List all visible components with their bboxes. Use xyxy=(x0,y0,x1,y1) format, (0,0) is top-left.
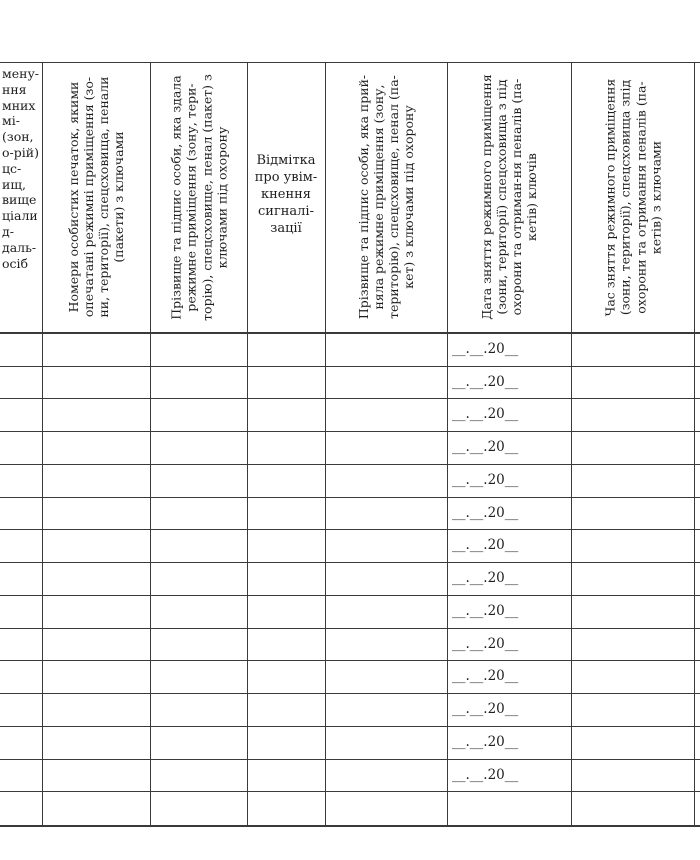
header-line: охорони та отриман-ня пеналів (па- xyxy=(509,78,524,316)
column-header-cropped xyxy=(2,66,42,271)
column-header-removal-date xyxy=(447,62,571,332)
date-cell[interactable]: __.__.20__ xyxy=(452,341,519,357)
column-header-handed-over-by xyxy=(150,62,247,332)
header-line: даль- xyxy=(2,239,37,255)
header-line: охорони та отримання пеналів (па- xyxy=(632,80,648,314)
header-line: д- xyxy=(2,223,14,239)
header-line: сигналі- xyxy=(258,204,314,219)
header-line: (зони, території), спецсховища зпід xyxy=(617,79,633,315)
header-line: Прізвище та підпис особи, яка здала xyxy=(168,74,184,320)
date-cell[interactable]: __.__.20__ xyxy=(452,570,519,586)
row-divider xyxy=(0,791,700,792)
header-line: Прізвище та підпис особи, яка прий- xyxy=(355,74,371,320)
header-line: о-рій) xyxy=(2,144,39,160)
header-line: про увім- xyxy=(254,170,318,185)
header-line: кнення xyxy=(260,187,311,202)
row-divider xyxy=(0,726,700,727)
row-divider xyxy=(0,529,700,530)
header-line: опечатані режимні приміщення (зо- xyxy=(80,76,96,318)
header-line: мних xyxy=(2,97,36,113)
header-line: няла режимне приміщення (зону, xyxy=(370,84,386,310)
header-line: кет) з ключами під охорону xyxy=(401,105,417,289)
header-line: торію), спецсховище, пенал (пакет) з xyxy=(198,73,214,321)
date-cell[interactable]: __.__.20__ xyxy=(452,406,519,422)
header-line: кетів) з ключами xyxy=(647,140,663,254)
date-cell[interactable]: __.__.20__ xyxy=(452,668,519,684)
header-line: кетів) ключів xyxy=(524,153,540,241)
row-divider xyxy=(0,660,700,661)
date-cell[interactable]: __.__.20__ xyxy=(452,636,519,652)
date-cell[interactable]: __.__.20__ xyxy=(452,767,519,783)
header-line: осіб xyxy=(2,255,29,271)
row-divider xyxy=(0,759,700,760)
row-divider xyxy=(0,497,700,498)
date-cell[interactable]: __.__.20__ xyxy=(452,603,519,619)
header-line: мі- xyxy=(2,113,20,129)
header-line: ння xyxy=(2,81,27,97)
header-line: зації xyxy=(270,221,302,236)
header-line: вище xyxy=(2,192,37,208)
row-divider xyxy=(0,464,700,465)
row-divider xyxy=(0,398,700,399)
date-cell[interactable]: __.__.20__ xyxy=(452,537,519,553)
header-line: (зон, xyxy=(2,129,34,145)
row-divider xyxy=(0,431,700,432)
date-cell[interactable]: __.__.20__ xyxy=(452,374,519,390)
header-line: ищ, xyxy=(2,176,26,192)
column-header-seal-numbers xyxy=(42,62,150,332)
header-line: ключами під охорону xyxy=(213,126,229,268)
column-header-accepted-by xyxy=(325,62,447,332)
column-header-removal-time xyxy=(571,62,694,332)
header-line: (пакети) з ключами xyxy=(111,131,127,263)
table-bottom-border xyxy=(0,825,700,827)
header-line: Відмітка xyxy=(256,153,316,168)
date-cell[interactable]: __.__.20__ xyxy=(452,734,519,750)
date-cell[interactable]: __.__.20__ xyxy=(452,505,519,521)
row-divider xyxy=(0,693,700,694)
header-line: територію), спецсховище, пенал (па- xyxy=(386,75,401,319)
header-line: Час зняття режимного приміщення xyxy=(602,78,618,316)
row-divider xyxy=(0,628,700,629)
header-line: мену- xyxy=(2,66,40,81)
row-divider xyxy=(0,366,700,367)
date-cell[interactable]: __.__.20__ xyxy=(452,472,519,488)
column-header-alarm-mark xyxy=(247,152,325,237)
header-line: Дата зняття режимного приміщення xyxy=(478,74,494,320)
date-cell[interactable]: __.__.20__ xyxy=(452,701,519,717)
date-cell[interactable]: __.__.20__ xyxy=(452,439,519,455)
header-line: Номери особистих печаток, якими xyxy=(65,81,81,313)
header-line: (зони, території) спецсховища з під xyxy=(493,79,509,315)
header-line: режимне приміщення (зону, тери- xyxy=(183,82,199,312)
header-line: ціали xyxy=(2,208,38,224)
row-divider xyxy=(0,562,700,563)
header-line: ни, території), спецсховища, пенали xyxy=(96,76,111,318)
row-divider xyxy=(0,595,700,596)
header-line: цс- xyxy=(2,160,22,176)
